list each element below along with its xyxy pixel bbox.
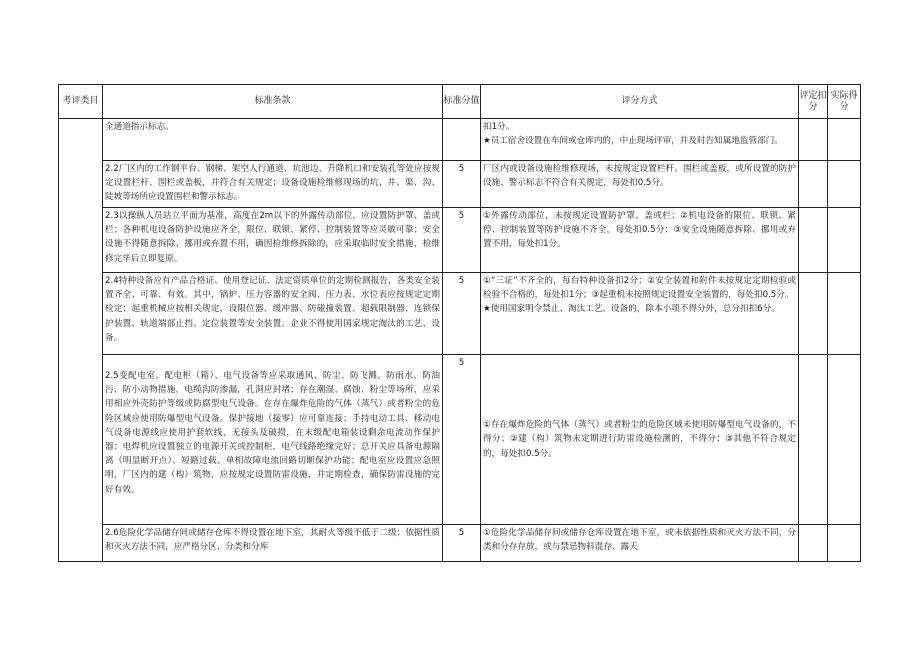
- item-cell: 2.2厂区内的工作钢平台、钢梯、架空人行通道、坑池边、升降机口和安装孔等处应按规定设置栏杆、围栏或盖板，并符合有关规定；设备设施检维修现场的坑、井、渠、沟、陡坡等场所应设置围栏和警示标志。: [103, 161, 443, 208]
- method-line: 扣1分。: [483, 122, 515, 132]
- deduct-cell: [799, 119, 828, 161]
- actual-cell: [828, 525, 861, 562]
- method-line: ①外露传动部位，未按规定设置防护罩、盖或栏；②机电设备的限位、联锁、紧停、控制装置等防护设施不齐全，每处扣0.5分；③安全设施随意拆除、挪用或弃置不用，每处扣1分。: [483, 211, 796, 250]
- table-row: [59, 208, 861, 273]
- score-cell: [443, 119, 481, 161]
- deduct-cell: [799, 161, 828, 208]
- method-cell: [481, 525, 799, 562]
- method-line: 厂区内或设备设施检维修现场，未按规定设置栏杆、围栏或盖板，或所设置的防护设施、警示标志不符合有关规定，每处扣0.5分。: [483, 164, 796, 189]
- method-cell: [481, 355, 799, 525]
- score-cell: 5: [443, 208, 481, 273]
- standard-table: [58, 84, 861, 562]
- method-cell: [481, 273, 799, 355]
- method-line: ①存在爆炸危险的气体（蒸气）或者粉尘的危险区域未使用防爆型电气设备的，不得分；②建（构）筑物未定期进行防雷设施检测的，不得分；③其他不符合规定的，每处扣0.5分。: [483, 420, 796, 459]
- method-line: ①“三证”不齐全的，每台特种设备扣2分；②安全装置和附件未按规定定期检验或检验不合格的，每处扣1分；③起重机未按照规定设置安全装置的，每处扣0.5分。: [483, 276, 796, 301]
- item-cell: 2.5变配电室、配电柜（箱）、电气设备等应采取通风、防尘、防飞溅、防雨水、防油污、防小动物措施，电缆沟防渗漏，孔洞应封堵；存在潮湿、腐蚀、粉尘等场所，应采用相应外壳防护等级或防腐型电气设备。在存在爆炸危险的气体（蒸气）或者粉尘的危险区域应使用防爆型电气设备。保护接地（接零）应可靠连接；手持电动工具、移动电气设备电源线应使用护套软线，无接头及破损，在末级配电箱装设剩余电流动作保护器；电焊机应设置独立的电源开关或控制柜，电气线路绝缘完好；总开关应具备电源隔离（明显断开点）、短路过载、单相故障电流回路切断保护功能；配电室应设置应急照明，厂区内的建（构）筑物，应按规定设置防雷设施，并定期检查，确保防雷设施的完好有效。: [103, 355, 443, 525]
- actual-cell: [828, 161, 861, 208]
- method-cell: [481, 208, 799, 273]
- method-line: ★使用国家明令禁止、淘汰工艺、设备的，除本小项不得分外，总分扣扣6分。: [483, 304, 780, 315]
- table-row: [59, 355, 861, 525]
- method-line: ①危险化学品储存间或储存仓库设置在地下室，或未依据性质和灭火方法不同，分类和分存存放，或与禁忌物料混存、露天: [483, 528, 796, 553]
- header-deduct: 评定扣分: [799, 85, 828, 119]
- deduct-cell: [799, 273, 828, 355]
- item-cell: 全通道指示标志。: [103, 119, 443, 161]
- header-actual: 实际得分: [828, 85, 861, 119]
- item-cell: 2.6危险化学品储存间或储存仓库不得设置在地下室，其耐火等级不低于二级；依据性质和灭火方法不同，应严格分区、分类和分库: [103, 525, 443, 562]
- score-cell: 5: [443, 525, 481, 562]
- actual-cell: [828, 273, 861, 355]
- deduct-cell: [799, 525, 828, 562]
- header-row: [59, 85, 861, 119]
- category-cell: [59, 119, 103, 562]
- header-category: 考评类目: [59, 85, 103, 119]
- deduct-cell: [799, 355, 828, 525]
- method-line: ★员工宿舍设置在车间或仓库内的，中止现场评审，并及时告知属地监管部门。: [483, 136, 783, 147]
- deduct-cell: [799, 208, 828, 273]
- table-row: [59, 161, 861, 208]
- header-method: 评分方式: [481, 85, 799, 119]
- method-cell: [481, 119, 799, 161]
- method-cell: [481, 161, 799, 208]
- score-cell: 5: [443, 273, 481, 355]
- header-score: 标准分值: [443, 85, 481, 119]
- item-cell: 2.4特种设备应有产品合格证、使用登记证、法定资质单位的定期检测报告，各类安全装置齐全、可靠、有效。其中，锅炉、压力容器的安全阀、压力表、水位表应按规定定期检定；起重机械应按相关规定，设限位器、缓冲器、防碰撞装置、超载限制器、连锁保护装置、轨道端部止挡、定位装置等安全装置。企业不得使用国家规定淘汰的工艺、设备。: [103, 273, 443, 355]
- actual-cell: [828, 119, 861, 161]
- table-row: [59, 273, 861, 355]
- score-cell: 5: [443, 161, 481, 208]
- table-row: [59, 119, 861, 161]
- actual-cell: [828, 355, 861, 525]
- item-cell: 2.3以操纵人员站立平面为基准，高度在2m以下的外露传动部位，应设置防护罩、盖或栏；各种机电设备防护设施应齐全，限位、联锁、紧停、控制装置等应灵敏可靠；安全设施不得随意拆除、挪用或弃置不用，确因检维修拆除的，应采取临时安全措施，检维修完毕后立即复原。: [103, 208, 443, 273]
- table-row: [59, 525, 861, 562]
- score-cell: 5: [443, 355, 481, 525]
- header-item: 标准条款: [103, 85, 443, 119]
- actual-cell: [828, 208, 861, 273]
